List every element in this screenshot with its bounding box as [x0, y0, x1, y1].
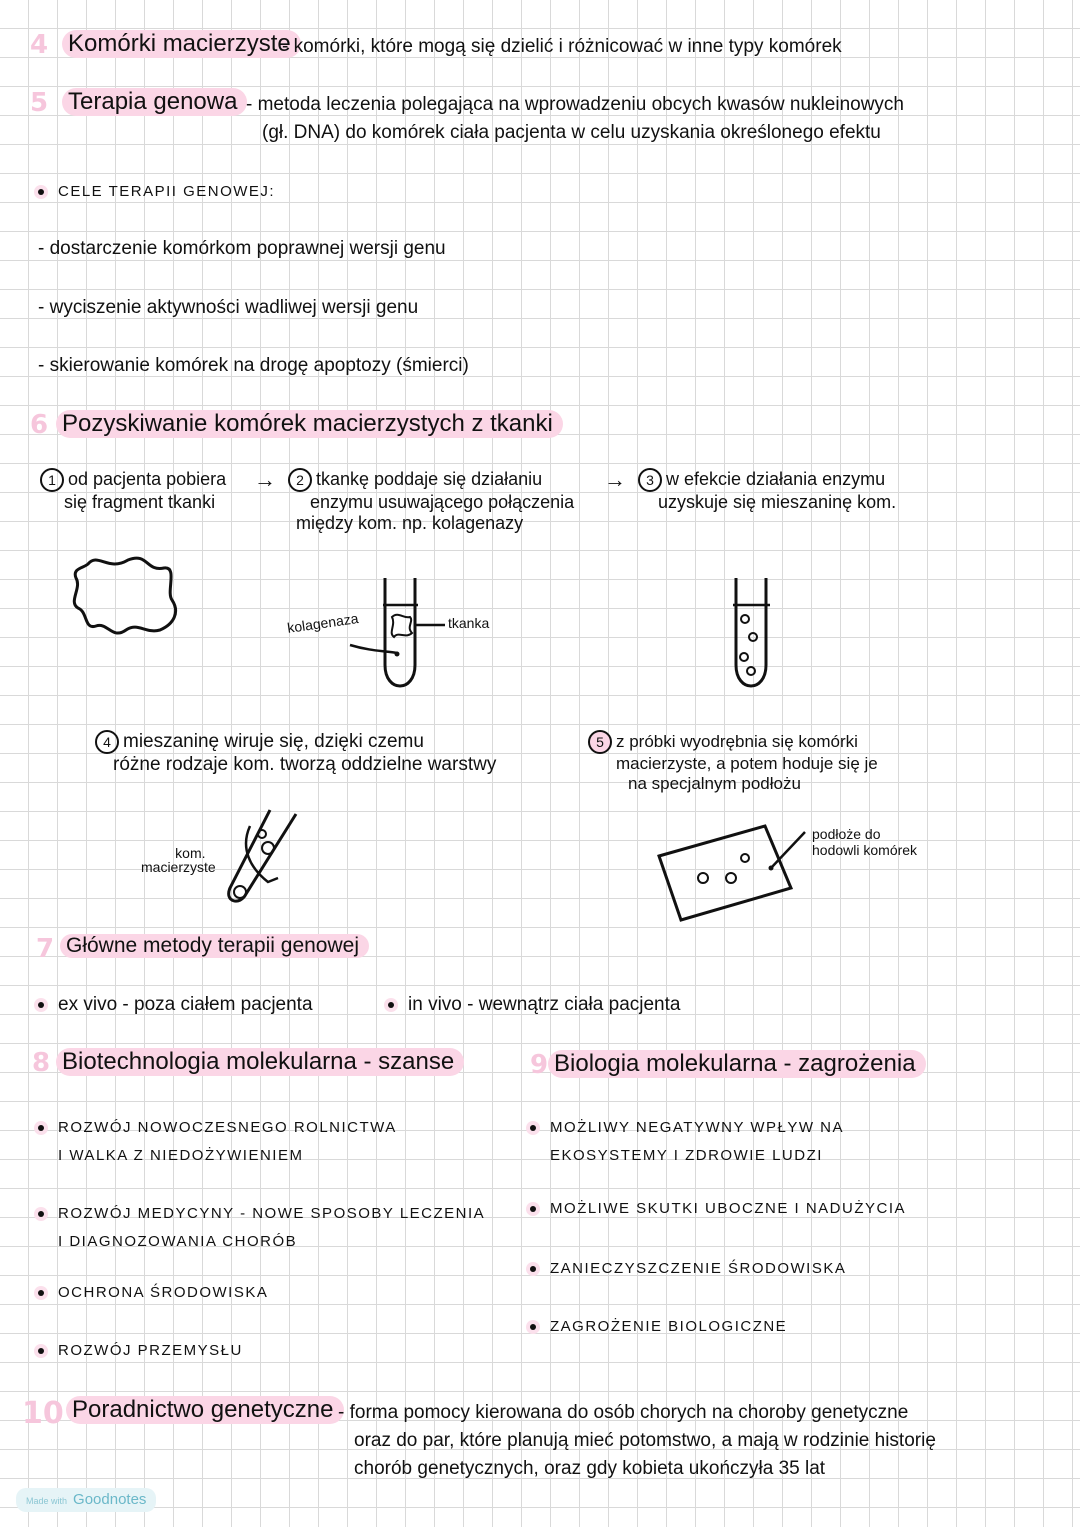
step-5 — [588, 730, 878, 794]
section-number-4: 4 — [30, 30, 49, 60]
section-title-stem-cell-harvest: Pozyskiwanie komórek macierzystych z tkanki — [56, 410, 563, 438]
arrow-icon: → — [604, 467, 626, 492]
label-culture-medium-line-1: podłoże do — [812, 826, 881, 842]
goal-item: - skierowanie komórek na drogę apoptozy (śmierci) — [38, 355, 469, 376]
opportunity-item — [38, 1284, 268, 1301]
method-ex-vivo — [38, 994, 313, 1016]
opportunity-item — [38, 1342, 243, 1359]
threat-line-1: MOŻLIWY NEGATYWNY WPŁYW NA — [550, 1119, 845, 1136]
label-stem-cells — [141, 845, 216, 875]
opportunity-line-2: I DIAGNOZOWANIA CHORÓB — [58, 1233, 298, 1250]
tissue-fragment-drawing — [68, 552, 188, 642]
opportunity-item — [38, 1114, 397, 1170]
section-number-7: 7 — [36, 934, 55, 964]
method-in-vivo-text: in vivo - wewnątrz ciała pacjenta — [408, 994, 681, 1015]
section-title-opportunities: Biotechnologia molekularna - szanse — [56, 1048, 464, 1076]
bullet-icon — [530, 1266, 536, 1272]
goal-item: - dostarczenie komórkom poprawnej wersji genu — [38, 238, 446, 259]
label-culture-medium — [812, 826, 917, 858]
genetic-counseling-definition-2: oraz do par, które planują mieć potomstwo, a mają w rodzinie historię — [354, 1430, 936, 1451]
label-collagenase: kolagenaza — [286, 610, 360, 636]
step-3-line-1: w efekcie działania enzymu — [666, 469, 886, 489]
section-number-10: 10 — [22, 1396, 64, 1431]
step-5-line-1: z próbki wyodrębnia się komórki — [616, 732, 858, 751]
test-tube-collagenase-drawing — [280, 575, 520, 695]
opportunity-line-2: I WALKA Z NIEDOŻYWIENIEM — [58, 1147, 304, 1164]
step-2-line-1: tkankę poddaje się działaniu — [316, 469, 543, 489]
method-in-vivo — [388, 994, 680, 1016]
step-3-line-2: uzyskuje się mieszaninę kom. — [658, 492, 897, 512]
step-1-line-2: się fragment tkanki — [64, 492, 216, 512]
arrow-icon: → — [254, 467, 276, 492]
bullet-icon — [38, 1125, 44, 1131]
bullet-icon — [38, 1348, 44, 1354]
threat-item — [530, 1200, 906, 1217]
opportunity-line-1: ROZWÓJ NOWOCZESNEGO ROLNICTWA — [58, 1119, 397, 1136]
bullet-icon — [530, 1324, 536, 1330]
step-4-line-1: mieszaninę wiruje się, dzięki czemu — [123, 731, 424, 752]
bullet-icon — [38, 1002, 44, 1008]
label-stem-cells-line-1: kom. — [175, 845, 206, 861]
gene-therapy-definition-1: - metoda leczenia polegająca na wprowadzeniu obcych kwasów nukleinowych — [246, 94, 904, 115]
section-title-gene-therapy-methods: Główne metody terapii genowej — [60, 934, 369, 958]
watermark-prefix: Made with — [26, 1496, 68, 1506]
bullet-icon — [530, 1206, 536, 1212]
bullet-icon — [38, 1211, 44, 1217]
centrifuge-tube-drawing — [200, 808, 310, 908]
section-title-genetic-counseling: Poradnictwo genetyczne — [66, 1396, 344, 1424]
step-5-line-2: macierzyste, a potem hoduje się je — [616, 754, 878, 773]
threat-line-1: MOŻLIWE SKUTKI UBOCZNE I NADUŻYCIA — [550, 1200, 907, 1217]
opportunity-line-1: OCHRONA ŚRODOWISKA — [58, 1284, 269, 1301]
section-number-6: 6 — [30, 410, 49, 440]
label-culture-medium-line-2: hodowli komórek — [812, 842, 918, 858]
step-number-2: 2 — [288, 468, 312, 492]
watermark-brand: Goodnotes — [73, 1491, 147, 1508]
method-ex-vivo-text: ex vivo - poza ciałem pacjenta — [58, 994, 313, 1015]
step-1-line-1: od pacjenta pobiera — [68, 469, 227, 489]
stem-cells-definition: - komórki, które mogą się dzielić i różnicować w inne typy komórek — [282, 36, 842, 57]
threat-item — [530, 1260, 846, 1277]
bullet-icon — [388, 1002, 394, 1008]
genetic-counseling-definition-3: chorób genetycznych, oraz gdy kobieta ukończyła 35 lat — [354, 1458, 826, 1479]
step-3 — [638, 468, 896, 513]
threat-line-2: EKOSYSTEMY I ZDROWIE LUDZI — [550, 1147, 823, 1164]
step-number-1: 1 — [40, 468, 64, 492]
section-number-8: 8 — [32, 1048, 51, 1078]
goodnotes-watermark — [16, 1488, 156, 1512]
section-number-9: 9 — [530, 1050, 549, 1080]
step-4 — [95, 730, 496, 776]
step-5-line-3: na specjalnym podłożu — [628, 774, 801, 793]
threat-item — [530, 1114, 844, 1170]
label-tissue: tkanka — [448, 615, 490, 631]
threat-item — [530, 1318, 787, 1335]
section-title-stem-cells: Komórki macierzyste — [62, 30, 301, 58]
bullet-icon — [38, 1290, 44, 1296]
section-title-threats: Biologia molekularna - zagrożenia — [548, 1050, 926, 1078]
goal-item: - wyciszenie aktywności wadliwej wersji genu — [38, 297, 419, 318]
opportunity-line-1: ROZWÓJ PRZEMYSŁU — [58, 1342, 243, 1359]
section-title-gene-therapy: Terapia genowa — [62, 88, 247, 116]
bullet-icon — [530, 1125, 536, 1131]
threat-line-1: ZANIECZYSZCZENIE ŚRODOWISKA — [550, 1260, 847, 1277]
step-2-line-2: enzymu usuwającego połączenia — [310, 492, 575, 512]
bullet-icon — [38, 189, 44, 195]
opportunity-item — [38, 1200, 485, 1256]
step-1 — [40, 468, 226, 513]
gene-therapy-definition-2: (gł. DNA) do komórek ciała pacjenta w celu uzyskania określonego efektu — [262, 122, 881, 143]
section-number-5: 5 — [30, 88, 49, 118]
opportunity-line-1: ROZWÓJ MEDYCYNY - NOWE SPOSOBY LECZENIA — [58, 1205, 486, 1222]
step-4-line-2: różne rodzaje kom. tworzą oddzielne warstwy — [113, 754, 497, 775]
threat-line-1: ZAGROŻENIE BIOLOGICZNE — [550, 1318, 788, 1335]
goals-heading-text: CELE TERAPII GENOWEJ: — [58, 183, 276, 200]
test-tube-cell-mixture-drawing — [720, 575, 780, 695]
label-stem-cells-line-2: macierzyste — [141, 859, 216, 875]
step-2 — [288, 468, 574, 534]
genetic-counseling-definition-1: - forma pomocy kierowana do osób chorych na choroby genetyczne — [338, 1402, 909, 1423]
culture-plate-drawing — [655, 820, 815, 930]
step-number-5: 5 — [588, 730, 612, 754]
step-2-line-3: między kom. np. kolagenazy — [296, 513, 524, 533]
goals-heading — [38, 183, 275, 200]
step-number-4: 4 — [95, 730, 119, 754]
step-number-3: 3 — [638, 468, 662, 492]
